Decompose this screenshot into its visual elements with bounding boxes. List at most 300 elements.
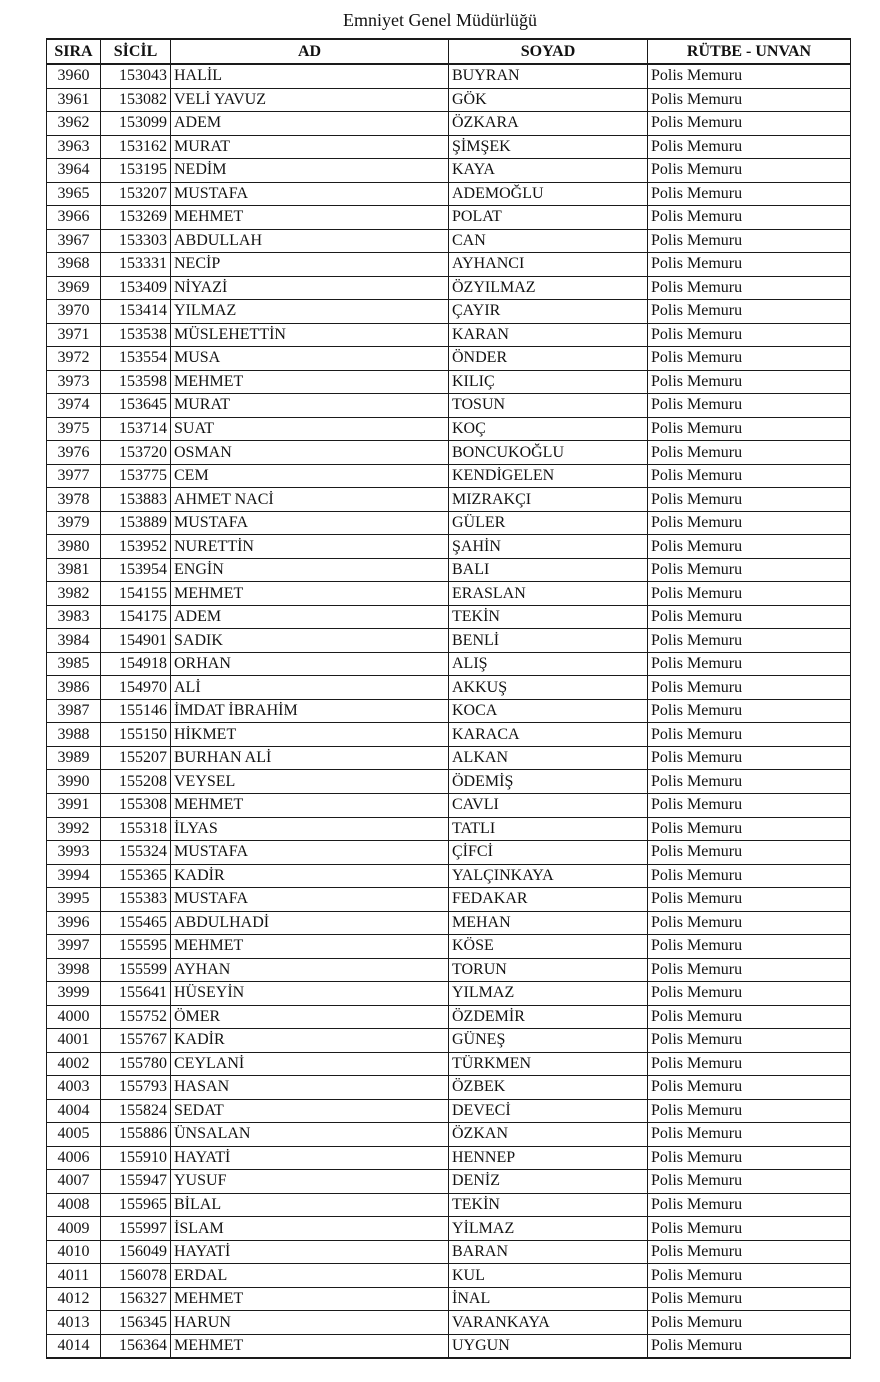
sicil-cell: 155146 <box>101 699 171 723</box>
sira-cell: 3986 <box>47 676 101 700</box>
rutbe-unvan-cell: Polis Memuru <box>648 1029 851 1053</box>
sira-cell: 3990 <box>47 770 101 794</box>
sicil-cell: 155910 <box>101 1146 171 1170</box>
rutbe-unvan-cell: Polis Memuru <box>648 182 851 206</box>
soyad-cell: POLAT <box>449 206 648 230</box>
ad-cell: NECİP <box>171 253 449 277</box>
sicil-cell: 153414 <box>101 300 171 324</box>
ad-cell: MEHMET <box>171 370 449 394</box>
sicil-cell: 153954 <box>101 558 171 582</box>
column-header-rutbe-unvan: RÜTBE - UNVAN <box>648 39 851 64</box>
table-row <box>47 417 851 441</box>
sira-cell: 4006 <box>47 1146 101 1170</box>
sira-cell: 3976 <box>47 441 101 465</box>
soyad-cell: ÖDEMİŞ <box>449 770 648 794</box>
sicil-cell: 153598 <box>101 370 171 394</box>
sicil-cell: 155793 <box>101 1076 171 1100</box>
table-row <box>47 370 851 394</box>
soyad-cell: VARANKAYA <box>449 1311 648 1335</box>
soyad-cell: TEKİN <box>449 1193 648 1217</box>
sicil-cell: 153207 <box>101 182 171 206</box>
table-row <box>47 1005 851 1029</box>
ad-cell: NURETTİN <box>171 535 449 559</box>
rutbe-unvan-cell: Polis Memuru <box>648 817 851 841</box>
sicil-cell: 154175 <box>101 605 171 629</box>
soyad-cell: ŞAHİN <box>449 535 648 559</box>
table-row <box>47 793 851 817</box>
soyad-cell: TORUN <box>449 958 648 982</box>
rutbe-unvan-cell: Polis Memuru <box>648 723 851 747</box>
table-row <box>47 841 851 865</box>
table-row <box>47 1240 851 1264</box>
document-title: Emniyet Genel Müdürlüğü <box>343 10 537 30</box>
rutbe-unvan-cell: Polis Memuru <box>648 135 851 159</box>
rutbe-unvan-cell: Polis Memuru <box>648 935 851 959</box>
ad-cell: ABDULLAH <box>171 229 449 253</box>
sicil-cell: 154918 <box>101 652 171 676</box>
ad-cell: İSLAM <box>171 1217 449 1241</box>
soyad-cell: CAVLI <box>449 793 648 817</box>
soyad-cell: ERASLAN <box>449 582 648 606</box>
sira-cell: 3973 <box>47 370 101 394</box>
rutbe-unvan-cell: Polis Memuru <box>648 253 851 277</box>
soyad-cell: HENNEP <box>449 1146 648 1170</box>
rutbe-unvan-cell: Polis Memuru <box>648 1099 851 1123</box>
sicil-cell: 155965 <box>101 1193 171 1217</box>
ad-cell: MEHMET <box>171 582 449 606</box>
soyad-cell: BARAN <box>449 1240 648 1264</box>
column-header-sira: SIRA <box>47 39 101 64</box>
ad-cell: MEHMET <box>171 206 449 230</box>
soyad-cell: DEVECİ <box>449 1099 648 1123</box>
table-row <box>47 182 851 206</box>
sicil-cell: 155752 <box>101 1005 171 1029</box>
sira-cell: 3999 <box>47 982 101 1006</box>
table-row <box>47 323 851 347</box>
sicil-cell: 153303 <box>101 229 171 253</box>
sira-cell: 3996 <box>47 911 101 935</box>
table-row <box>47 723 851 747</box>
soyad-cell: TATLI <box>449 817 648 841</box>
ad-cell: HİKMET <box>171 723 449 747</box>
sicil-cell: 154155 <box>101 582 171 606</box>
soyad-cell: GÖK <box>449 88 648 112</box>
sicil-cell: 153714 <box>101 417 171 441</box>
table-row <box>47 1052 851 1076</box>
rutbe-unvan-cell: Polis Memuru <box>648 958 851 982</box>
table-row <box>47 558 851 582</box>
ad-cell: MUSA <box>171 347 449 371</box>
sicil-cell: 155465 <box>101 911 171 935</box>
soyad-cell: TOSUN <box>449 394 648 418</box>
personnel-table <box>46 38 851 1359</box>
soyad-cell: ÇAYIR <box>449 300 648 324</box>
sira-cell: 3969 <box>47 276 101 300</box>
sira-cell: 3984 <box>47 629 101 653</box>
ad-cell: AYHAN <box>171 958 449 982</box>
ad-cell: MEHMET <box>171 1334 449 1358</box>
ad-cell: YILMAZ <box>171 300 449 324</box>
soyad-cell: TÜRKMEN <box>449 1052 648 1076</box>
sira-cell: 3980 <box>47 535 101 559</box>
sira-cell: 3988 <box>47 723 101 747</box>
ad-cell: YUSUF <box>171 1170 449 1194</box>
soyad-cell: BONCUKOĞLU <box>449 441 648 465</box>
sira-cell: 4005 <box>47 1123 101 1147</box>
rutbe-unvan-cell: Polis Memuru <box>648 1311 851 1335</box>
rutbe-unvan-cell: Polis Memuru <box>648 464 851 488</box>
ad-cell: ERDAL <box>171 1264 449 1288</box>
soyad-cell: KÖSE <box>449 935 648 959</box>
ad-cell: SUAT <box>171 417 449 441</box>
soyad-cell: MIZRAKÇI <box>449 488 648 512</box>
rutbe-unvan-cell: Polis Memuru <box>648 347 851 371</box>
sicil-cell: 153554 <box>101 347 171 371</box>
sira-cell: 3981 <box>47 558 101 582</box>
sira-cell: 4003 <box>47 1076 101 1100</box>
soyad-cell: KOCA <box>449 699 648 723</box>
rutbe-unvan-cell: Polis Memuru <box>648 1240 851 1264</box>
ad-cell: MURAT <box>171 135 449 159</box>
soyad-cell: DENİZ <box>449 1170 648 1194</box>
ad-cell: MUSTAFA <box>171 888 449 912</box>
sicil-cell: 155780 <box>101 1052 171 1076</box>
sira-cell: 3974 <box>47 394 101 418</box>
sira-cell: 4010 <box>47 1240 101 1264</box>
sira-cell: 4009 <box>47 1217 101 1241</box>
sicil-cell: 155208 <box>101 770 171 794</box>
sira-cell: 3971 <box>47 323 101 347</box>
table-row <box>47 1311 851 1335</box>
sira-cell: 3983 <box>47 605 101 629</box>
ad-cell: SEDAT <box>171 1099 449 1123</box>
ad-cell: ADEM <box>171 605 449 629</box>
table-row <box>47 1217 851 1241</box>
sira-cell: 3964 <box>47 159 101 183</box>
rutbe-unvan-cell: Polis Memuru <box>648 441 851 465</box>
table-row <box>47 88 851 112</box>
ad-cell: MURAT <box>171 394 449 418</box>
rutbe-unvan-cell: Polis Memuru <box>648 417 851 441</box>
ad-cell: ADEM <box>171 112 449 136</box>
ad-cell: İLYAS <box>171 817 449 841</box>
soyad-cell: ÖZYILMAZ <box>449 276 648 300</box>
soyad-cell: KUL <box>449 1264 648 1288</box>
column-header-ad: AD <box>171 39 449 64</box>
table-row <box>47 64 851 88</box>
ad-cell: OSMAN <box>171 441 449 465</box>
rutbe-unvan-cell: Polis Memuru <box>648 888 851 912</box>
ad-cell: İMDAT İBRAHİM <box>171 699 449 723</box>
sicil-cell: 155150 <box>101 723 171 747</box>
soyad-cell: KENDİGELEN <box>449 464 648 488</box>
sira-cell: 3967 <box>47 229 101 253</box>
table-row <box>47 488 851 512</box>
sicil-cell: 155767 <box>101 1029 171 1053</box>
sicil-cell: 153538 <box>101 323 171 347</box>
sicil-cell: 153409 <box>101 276 171 300</box>
table-row <box>47 652 851 676</box>
rutbe-unvan-cell: Polis Memuru <box>648 1193 851 1217</box>
sicil-cell: 155207 <box>101 746 171 770</box>
table-row <box>47 982 851 1006</box>
sicil-cell: 155641 <box>101 982 171 1006</box>
rutbe-unvan-cell: Polis Memuru <box>648 112 851 136</box>
ad-cell: MEHMET <box>171 793 449 817</box>
ad-cell: NEDİM <box>171 159 449 183</box>
soyad-cell: GÜNEŞ <box>449 1029 648 1053</box>
sira-cell: 3998 <box>47 958 101 982</box>
sicil-cell: 156078 <box>101 1264 171 1288</box>
sicil-cell: 153162 <box>101 135 171 159</box>
rutbe-unvan-cell: Polis Memuru <box>648 841 851 865</box>
rutbe-unvan-cell: Polis Memuru <box>648 1123 851 1147</box>
soyad-cell: KARAN <box>449 323 648 347</box>
ad-cell: KADİR <box>171 1029 449 1053</box>
soyad-cell: KAYA <box>449 159 648 183</box>
table-row <box>47 1287 851 1311</box>
table-row <box>47 347 851 371</box>
table-row <box>47 1123 851 1147</box>
soyad-cell: YİLMAZ <box>449 1217 648 1241</box>
rutbe-unvan-cell: Polis Memuru <box>648 511 851 535</box>
table-row <box>47 253 851 277</box>
sicil-cell: 153720 <box>101 441 171 465</box>
sira-cell: 4011 <box>47 1264 101 1288</box>
ad-cell: HAYATİ <box>171 1240 449 1264</box>
table-row <box>47 911 851 935</box>
soyad-cell: CAN <box>449 229 648 253</box>
soyad-cell: ALIŞ <box>449 652 648 676</box>
sira-cell: 3978 <box>47 488 101 512</box>
sira-cell: 4013 <box>47 1311 101 1335</box>
ad-cell: ALİ <box>171 676 449 700</box>
table-row <box>47 300 851 324</box>
sira-cell: 4002 <box>47 1052 101 1076</box>
rutbe-unvan-cell: Polis Memuru <box>648 276 851 300</box>
soyad-cell: AYHANCI <box>449 253 648 277</box>
soyad-cell: ÖZDEMİR <box>449 1005 648 1029</box>
soyad-cell: BENLİ <box>449 629 648 653</box>
table-row <box>47 1170 851 1194</box>
rutbe-unvan-cell: Polis Memuru <box>648 793 851 817</box>
sira-cell: 4001 <box>47 1029 101 1053</box>
rutbe-unvan-cell: Polis Memuru <box>648 1146 851 1170</box>
table-row <box>47 1264 851 1288</box>
sicil-cell: 153195 <box>101 159 171 183</box>
soyad-cell: YALÇINKAYA <box>449 864 648 888</box>
table-row <box>47 206 851 230</box>
table-row <box>47 464 851 488</box>
soyad-cell: TEKİN <box>449 605 648 629</box>
sira-cell: 4000 <box>47 1005 101 1029</box>
sira-cell: 3989 <box>47 746 101 770</box>
sicil-cell: 155997 <box>101 1217 171 1241</box>
sicil-cell: 153082 <box>101 88 171 112</box>
rutbe-unvan-cell: Polis Memuru <box>648 652 851 676</box>
table-row <box>47 629 851 653</box>
soyad-cell: ÇİFCİ <box>449 841 648 865</box>
sicil-cell: 155595 <box>101 935 171 959</box>
sira-cell: 4008 <box>47 1193 101 1217</box>
ad-cell: HASAN <box>171 1076 449 1100</box>
ad-cell: MEHMET <box>171 935 449 959</box>
table-row <box>47 699 851 723</box>
sira-cell: 3962 <box>47 112 101 136</box>
table-row <box>47 441 851 465</box>
ad-cell: CEM <box>171 464 449 488</box>
soyad-cell: YILMAZ <box>449 982 648 1006</box>
sicil-cell: 156049 <box>101 1240 171 1264</box>
table-row <box>47 229 851 253</box>
rutbe-unvan-cell: Polis Memuru <box>648 535 851 559</box>
soyad-cell: FEDAKAR <box>449 888 648 912</box>
table-row <box>47 817 851 841</box>
rutbe-unvan-cell: Polis Memuru <box>648 864 851 888</box>
ad-cell: HARUN <box>171 1311 449 1335</box>
ad-cell: SADIK <box>171 629 449 653</box>
sira-cell: 3968 <box>47 253 101 277</box>
ad-cell: HAYATİ <box>171 1146 449 1170</box>
column-header-soyad: SOYAD <box>449 39 648 64</box>
sicil-cell: 156364 <box>101 1334 171 1358</box>
sicil-cell: 155824 <box>101 1099 171 1123</box>
sicil-cell: 155324 <box>101 841 171 865</box>
table-row <box>47 1146 851 1170</box>
soyad-cell: KARACA <box>449 723 648 747</box>
soyad-cell: ŞİMŞEK <box>449 135 648 159</box>
sira-cell: 3965 <box>47 182 101 206</box>
sira-cell: 3977 <box>47 464 101 488</box>
table-row <box>47 1076 851 1100</box>
sicil-cell: 153331 <box>101 253 171 277</box>
sira-cell: 3961 <box>47 88 101 112</box>
sicil-cell: 153889 <box>101 511 171 535</box>
rutbe-unvan-cell: Polis Memuru <box>648 699 851 723</box>
sira-cell: 3987 <box>47 699 101 723</box>
table-row <box>47 1334 851 1358</box>
sira-cell: 3994 <box>47 864 101 888</box>
soyad-cell: BUYRAN <box>449 64 648 88</box>
ad-cell: BURHAN ALİ <box>171 746 449 770</box>
ad-cell: NİYAZİ <box>171 276 449 300</box>
sicil-cell: 155308 <box>101 793 171 817</box>
soyad-cell: BALI <box>449 558 648 582</box>
rutbe-unvan-cell: Polis Memuru <box>648 582 851 606</box>
sira-cell: 4012 <box>47 1287 101 1311</box>
sira-cell: 3997 <box>47 935 101 959</box>
soyad-cell: KOÇ <box>449 417 648 441</box>
sicil-cell: 153645 <box>101 394 171 418</box>
table-row <box>47 888 851 912</box>
rutbe-unvan-cell: Polis Memuru <box>648 300 851 324</box>
sicil-cell: 154970 <box>101 676 171 700</box>
soyad-cell: KILIÇ <box>449 370 648 394</box>
ad-cell: ÜNSALAN <box>171 1123 449 1147</box>
sicil-cell: 156327 <box>101 1287 171 1311</box>
ad-cell: ENGİN <box>171 558 449 582</box>
table-row <box>47 1029 851 1053</box>
rutbe-unvan-cell: Polis Memuru <box>648 1217 851 1241</box>
soyad-cell: GÜLER <box>449 511 648 535</box>
table-row <box>47 935 851 959</box>
rutbe-unvan-cell: Polis Memuru <box>648 370 851 394</box>
table-row <box>47 770 851 794</box>
rutbe-unvan-cell: Polis Memuru <box>648 394 851 418</box>
sira-cell: 4014 <box>47 1334 101 1358</box>
sira-cell: 3993 <box>47 841 101 865</box>
soyad-cell: ÖZKAN <box>449 1123 648 1147</box>
sicil-cell: 153043 <box>101 64 171 88</box>
rutbe-unvan-cell: Polis Memuru <box>648 1170 851 1194</box>
ad-cell: AHMET NACİ <box>171 488 449 512</box>
ad-cell: BİLAL <box>171 1193 449 1217</box>
sicil-cell: 155365 <box>101 864 171 888</box>
table-row <box>47 864 851 888</box>
soyad-cell: UYGUN <box>449 1334 648 1358</box>
sicil-cell: 155886 <box>101 1123 171 1147</box>
table-row <box>47 676 851 700</box>
soyad-cell: İNAL <box>449 1287 648 1311</box>
rutbe-unvan-cell: Polis Memuru <box>648 770 851 794</box>
ad-cell: ORHAN <box>171 652 449 676</box>
sira-cell: 3995 <box>47 888 101 912</box>
sira-cell: 4007 <box>47 1170 101 1194</box>
sicil-cell: 153099 <box>101 112 171 136</box>
rutbe-unvan-cell: Polis Memuru <box>648 558 851 582</box>
sira-cell: 3991 <box>47 793 101 817</box>
sira-cell: 3960 <box>47 64 101 88</box>
soyad-cell: AKKUŞ <box>449 676 648 700</box>
rutbe-unvan-cell: Polis Memuru <box>648 323 851 347</box>
table-row <box>47 276 851 300</box>
rutbe-unvan-cell: Polis Memuru <box>648 229 851 253</box>
rutbe-unvan-cell: Polis Memuru <box>648 159 851 183</box>
sira-cell: 3972 <box>47 347 101 371</box>
rutbe-unvan-cell: Polis Memuru <box>648 1052 851 1076</box>
ad-cell: HÜSEYİN <box>171 982 449 1006</box>
rutbe-unvan-cell: Polis Memuru <box>648 746 851 770</box>
rutbe-unvan-cell: Polis Memuru <box>648 982 851 1006</box>
table-row <box>47 1193 851 1217</box>
rutbe-unvan-cell: Polis Memuru <box>648 1264 851 1288</box>
rutbe-unvan-cell: Polis Memuru <box>648 64 851 88</box>
ad-cell: MÜSLEHETTİN <box>171 323 449 347</box>
sicil-cell: 155947 <box>101 1170 171 1194</box>
rutbe-unvan-cell: Polis Memuru <box>648 629 851 653</box>
sicil-cell: 155599 <box>101 958 171 982</box>
column-header-sicil: SİCİL <box>101 39 171 64</box>
rutbe-unvan-cell: Polis Memuru <box>648 911 851 935</box>
sira-cell: 3966 <box>47 206 101 230</box>
rutbe-unvan-cell: Polis Memuru <box>648 1076 851 1100</box>
table-row <box>47 958 851 982</box>
ad-cell: ABDULHADİ <box>171 911 449 935</box>
rutbe-unvan-cell: Polis Memuru <box>648 1005 851 1029</box>
sira-cell: 3979 <box>47 511 101 535</box>
ad-cell: VELİ YAVUZ <box>171 88 449 112</box>
sira-cell: 3975 <box>47 417 101 441</box>
sira-cell: 3982 <box>47 582 101 606</box>
table-row <box>47 1099 851 1123</box>
rutbe-unvan-cell: Polis Memuru <box>648 1334 851 1358</box>
table-row <box>47 394 851 418</box>
sicil-cell: 155318 <box>101 817 171 841</box>
rutbe-unvan-cell: Polis Memuru <box>648 676 851 700</box>
sira-cell: 3985 <box>47 652 101 676</box>
soyad-cell: ÖNDER <box>449 347 648 371</box>
sira-cell: 4004 <box>47 1099 101 1123</box>
